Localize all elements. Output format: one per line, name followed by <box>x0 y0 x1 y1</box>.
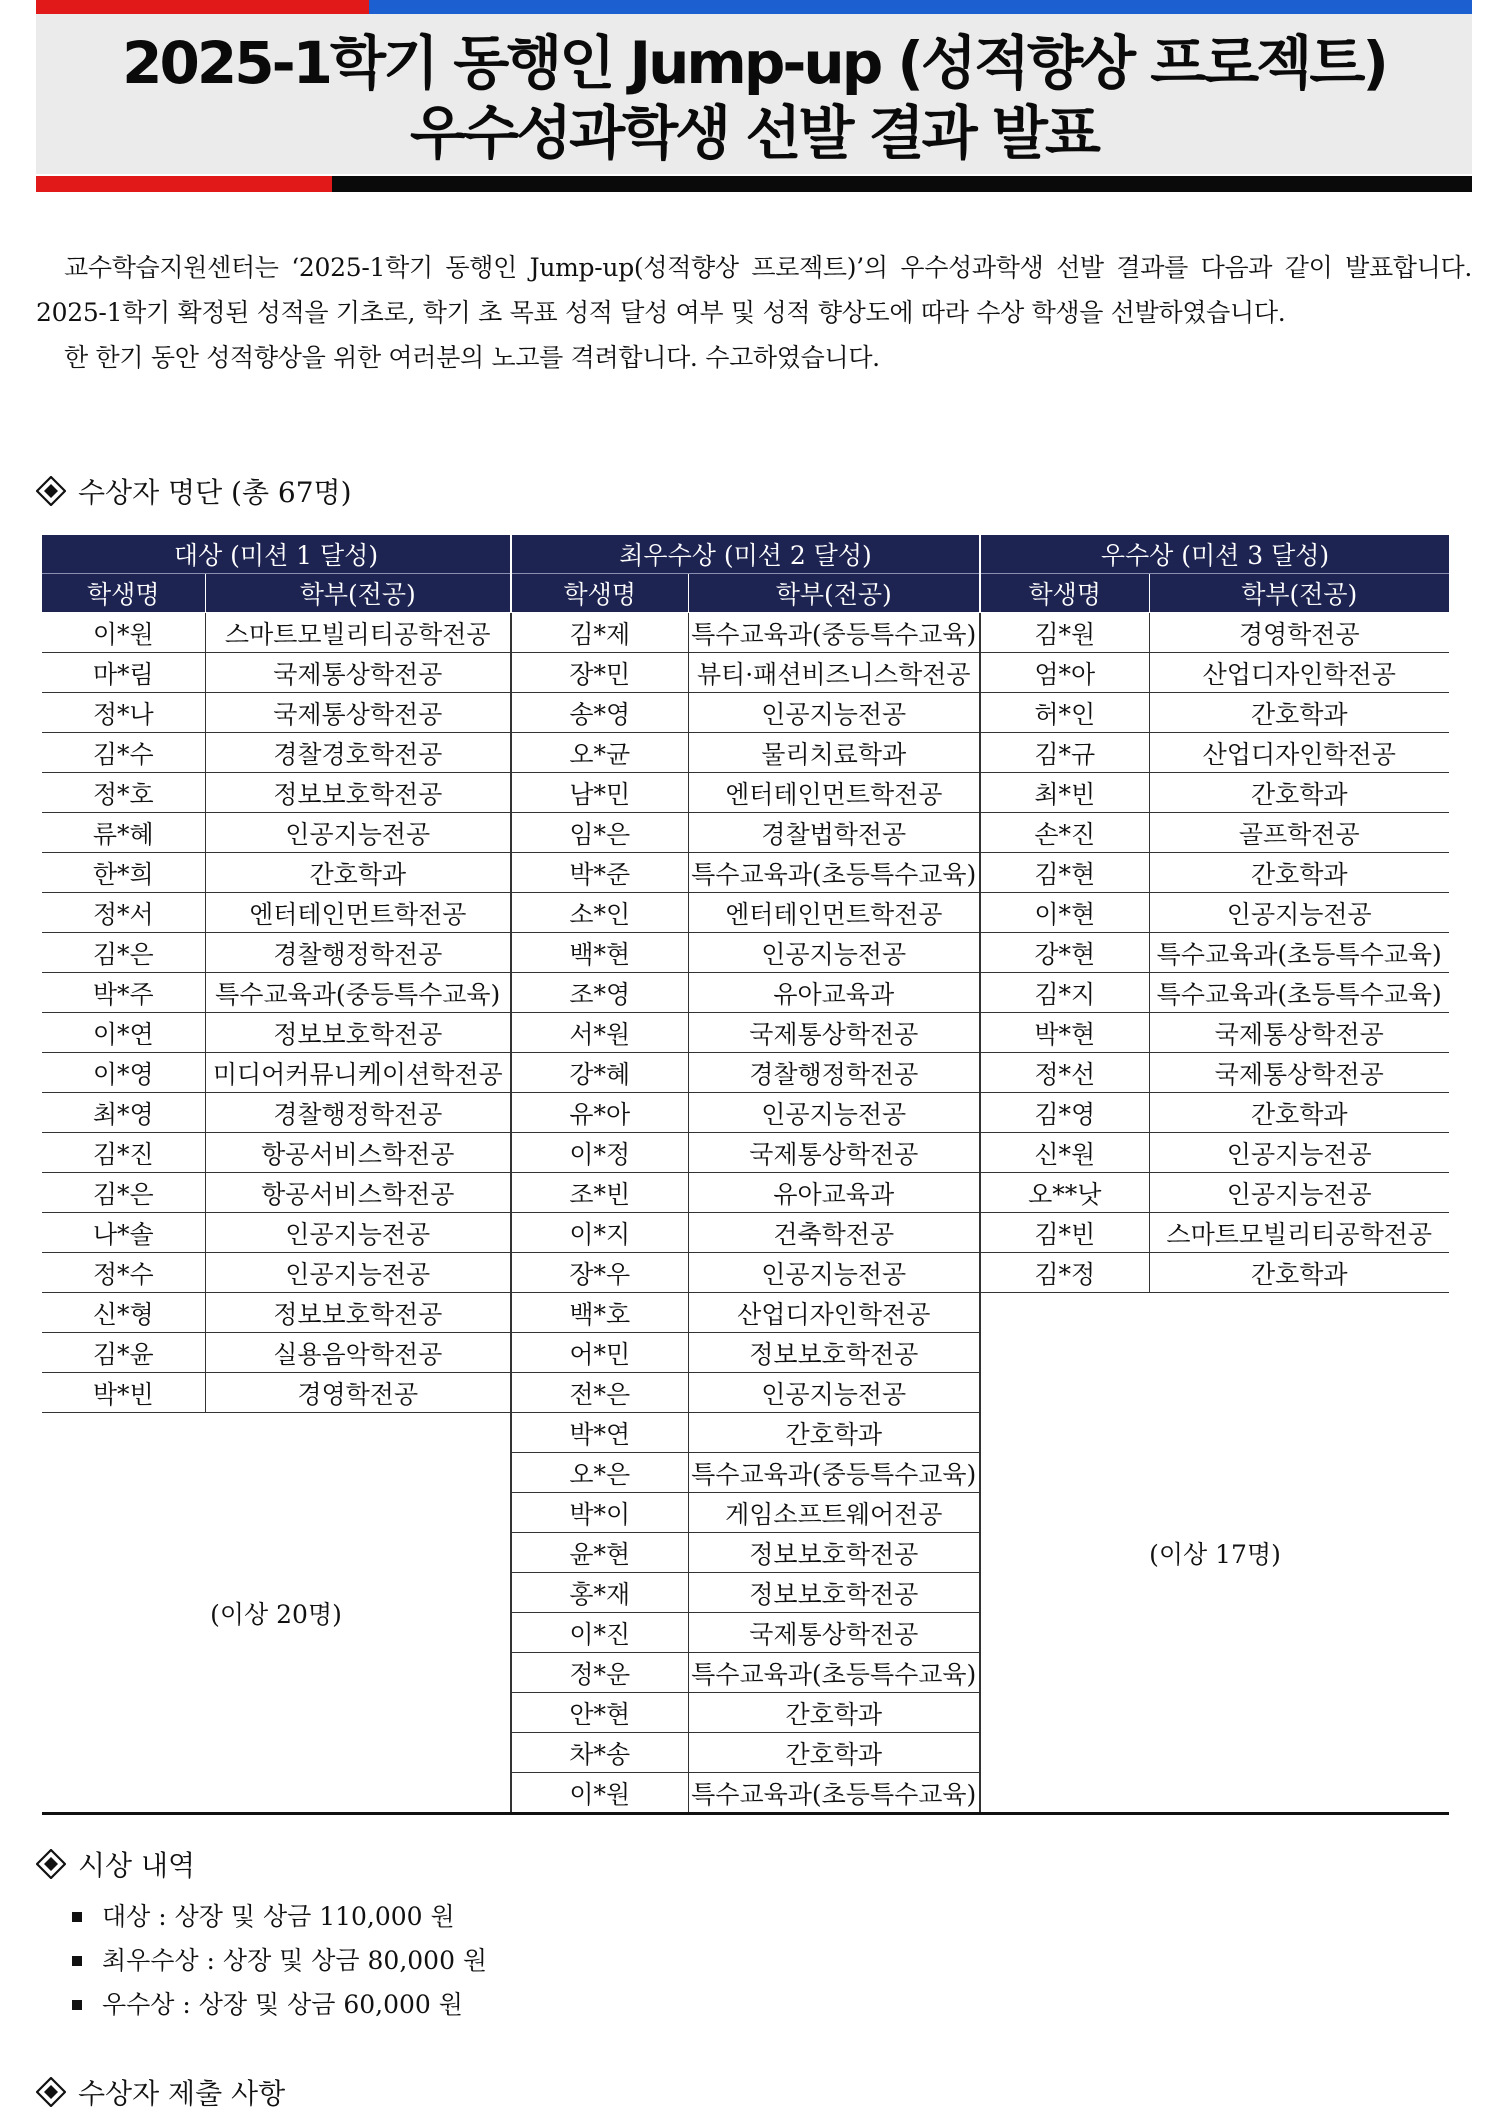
excellence-student-major: 물리치료학과 <box>688 733 980 773</box>
grand-student-name: 최*영 <box>42 1093 205 1133</box>
excellence-student-major: 간호학과 <box>688 1693 980 1733</box>
excellence-student-major: 산업디자인학전공 <box>688 1293 980 1333</box>
table-row <box>42 893 1449 933</box>
table-row <box>42 773 1449 813</box>
merit-student-name: 오**낫 <box>980 1173 1149 1213</box>
excellence-student-name: 소*인 <box>511 893 688 933</box>
excellence-student-major: 경찰행정학전공 <box>688 1053 980 1093</box>
table-row <box>42 733 1449 773</box>
merit-student-name: 신*원 <box>980 1133 1149 1173</box>
grand-student-major: 국제통상학전공 <box>205 693 511 733</box>
group-header-grand: 대상 (미션 1 달성) <box>42 535 511 574</box>
excellence-student-major: 인공지능전공 <box>688 933 980 973</box>
grand-student-name: 김*윤 <box>42 1333 205 1373</box>
excellence-student-major: 정보보호학전공 <box>688 1333 980 1373</box>
col-header-name: 학생명 <box>511 574 688 613</box>
excellence-student-name: 남*민 <box>511 773 688 813</box>
section-heading-winners <box>36 475 352 511</box>
excellence-student-major: 인공지능전공 <box>688 1373 980 1413</box>
merit-student-major: 산업디자인학전공 <box>1149 733 1449 773</box>
col-header-major: 학부(전공) <box>688 574 980 613</box>
merit-student-name: 허*인 <box>980 693 1149 733</box>
merit-student-major: 인공지능전공 <box>1149 893 1449 933</box>
grand-student-major: 특수교육과(중등특수교육) <box>205 973 511 1013</box>
table-row <box>42 693 1449 733</box>
excellence-student-major: 유아교육과 <box>688 1173 980 1213</box>
excellence-student-major: 뷰티·패션비즈니스학전공 <box>688 653 980 693</box>
section-heading-text: 시상 내역 <box>78 1849 196 1882</box>
merit-student-major: 경영학전공 <box>1149 613 1449 653</box>
merit-student-major: 국제통상학전공 <box>1149 1053 1449 1093</box>
excellence-student-name: 박*이 <box>511 1493 688 1533</box>
grand-student-name: 김*진 <box>42 1133 205 1173</box>
merit-student-major: 산업디자인학전공 <box>1149 653 1449 693</box>
grand-student-major: 실용음악학전공 <box>205 1333 511 1373</box>
table-row <box>42 813 1449 853</box>
grand-student-major: 경찰경호학전공 <box>205 733 511 773</box>
grand-student-major: 정보보호학전공 <box>205 1013 511 1053</box>
table-row <box>42 1293 1449 1333</box>
page-title-line2: 우수성과학생 선발 결과 발표 <box>410 99 1098 167</box>
group-header-merit: 우수상 (미션 3 달성) <box>980 535 1449 574</box>
prize-item-grand: 대상 : 상장 및 상금 110,000 원 <box>72 1895 487 1939</box>
intro-paragraph-1: 교수학습지원센터는 ‘2025-1학기 동행인 Jump-up(성적향상 프로젝트)’의 우수성과학생 선발 결과를 다음과 같이 발표합니다. 2025-1학기 확정된 성적을 기초로, 학기 초 목표 성적 달성 여부 및 성적 향상도에 따라 수상 학생을 선발하였습니다. <box>36 253 1472 327</box>
excellence-student-name: 조*빈 <box>511 1173 688 1213</box>
grand-student-name: 김*수 <box>42 733 205 773</box>
excellence-student-name: 조*영 <box>511 973 688 1013</box>
grand-student-name: 박*주 <box>42 973 205 1013</box>
grand-student-name: 박*빈 <box>42 1373 205 1413</box>
grand-student-major: 인공지능전공 <box>205 813 511 853</box>
excellence-student-name: 이*진 <box>511 1613 688 1653</box>
merit-student-name: 강*현 <box>980 933 1149 973</box>
grand-student-major: 경영학전공 <box>205 1373 511 1413</box>
banner-bottom-stripe <box>36 176 1472 192</box>
table-row <box>42 1053 1449 1093</box>
grand-student-major: 정보보호학전공 <box>205 773 511 813</box>
excellence-student-major: 인공지능전공 <box>688 1093 980 1133</box>
grand-student-major: 항공서비스학전공 <box>205 1133 511 1173</box>
excellence-student-name: 강*혜 <box>511 1053 688 1093</box>
section-heading-submission <box>36 2076 285 2112</box>
table-row <box>42 1133 1449 1173</box>
excellence-student-major: 간호학과 <box>688 1413 980 1453</box>
excellence-student-major: 특수교육과(초등특수교육) <box>688 1773 980 1814</box>
diamond-bullet-icon <box>36 476 66 506</box>
table-group-header <box>42 535 1449 574</box>
merit-student-name: 김*빈 <box>980 1213 1149 1253</box>
excellence-student-name: 정*운 <box>511 1653 688 1693</box>
merit-student-name: 손*진 <box>980 813 1149 853</box>
table-row <box>42 973 1449 1013</box>
title-banner <box>36 0 1472 192</box>
intro-text <box>36 245 1472 380</box>
merit-student-major: 국제통상학전공 <box>1149 1013 1449 1053</box>
group-header-excellence: 최우수상 (미션 2 달성) <box>511 535 980 574</box>
grand-student-major: 인공지능전공 <box>205 1213 511 1253</box>
grand-student-major: 간호학과 <box>205 853 511 893</box>
merit-student-name: 박*현 <box>980 1013 1149 1053</box>
merit-student-major: 인공지능전공 <box>1149 1173 1449 1213</box>
grand-student-major: 인공지능전공 <box>205 1253 511 1293</box>
merit-student-major: 간호학과 <box>1149 693 1449 733</box>
col-header-name: 학생명 <box>42 574 205 613</box>
merit-student-name: 김*현 <box>980 853 1149 893</box>
table-row <box>42 1253 1449 1293</box>
grand-student-name: 이*연 <box>42 1013 205 1053</box>
merit-student-major: 특수교육과(초등특수교육) <box>1149 973 1449 1013</box>
merit-student-major: 특수교육과(초등특수교육) <box>1149 933 1449 973</box>
grand-student-major: 스마트모빌리티공학전공 <box>205 613 511 653</box>
grand-student-major: 엔터테인먼트학전공 <box>205 893 511 933</box>
excellence-student-name: 윤*현 <box>511 1533 688 1573</box>
grand-student-name: 류*혜 <box>42 813 205 853</box>
merit-student-major: 스마트모빌리티공학전공 <box>1149 1213 1449 1253</box>
page-title <box>36 28 1472 168</box>
excellence-student-major: 정보보호학전공 <box>688 1533 980 1573</box>
excellence-student-major: 엔터테인먼트학전공 <box>688 893 980 933</box>
merit-student-name: 엄*아 <box>980 653 1149 693</box>
excellence-student-major: 인공지능전공 <box>688 1253 980 1293</box>
excellence-student-major: 간호학과 <box>688 1733 980 1773</box>
col-header-name: 학생명 <box>980 574 1149 613</box>
col-header-major: 학부(전공) <box>1149 574 1449 613</box>
excellence-student-major: 게임소프트웨어전공 <box>688 1493 980 1533</box>
section-heading-prizes <box>36 1848 195 1884</box>
excellence-student-major: 특수교육과(초등특수교육) <box>688 853 980 893</box>
intro-paragraph-2: 한 한기 동안 성적향상을 위한 여러분의 노고를 격려합니다. 수고하였습니다. <box>64 343 880 372</box>
merit-student-name: 김*규 <box>980 733 1149 773</box>
prize-item-merit: 우수상 : 상장 및 상금 60,000 원 <box>72 1983 487 2027</box>
section-heading-text: 수상자 명단 (총 67명) <box>78 476 352 509</box>
banner-top-stripe <box>36 0 1472 14</box>
excellence-student-major: 특수교육과(중등특수교육) <box>688 1453 980 1493</box>
excellence-student-major: 인공지능전공 <box>688 693 980 733</box>
grand-student-name: 정*서 <box>42 893 205 933</box>
excellence-student-name: 이*원 <box>511 1773 688 1814</box>
excellence-student-major: 특수교육과(중등특수교육) <box>688 613 980 653</box>
excellence-student-name: 오*균 <box>511 733 688 773</box>
table-row <box>42 613 1449 653</box>
merit-student-name: 정*선 <box>980 1053 1149 1093</box>
page-title-line1: 2025-1학기 동행인 Jump-up (성적향상 프로젝트) <box>122 29 1386 97</box>
excellence-student-major: 건축학전공 <box>688 1213 980 1253</box>
excellence-student-name: 박*연 <box>511 1413 688 1453</box>
section-heading-text: 수상자 제출 사항 <box>78 2077 286 2110</box>
grand-student-name: 정*호 <box>42 773 205 813</box>
grand-student-name: 이*영 <box>42 1053 205 1093</box>
winners-table <box>42 535 1449 1815</box>
excellence-student-name: 어*민 <box>511 1333 688 1373</box>
grand-student-name: 신*형 <box>42 1293 205 1333</box>
grand-student-name: 김*은 <box>42 933 205 973</box>
col-header-major: 학부(전공) <box>205 574 511 613</box>
excellence-student-major: 정보보호학전공 <box>688 1573 980 1613</box>
merit-student-major: 간호학과 <box>1149 1253 1449 1293</box>
table-row <box>42 1093 1449 1133</box>
excellence-student-name: 서*원 <box>511 1013 688 1053</box>
table-column-header <box>42 574 1449 613</box>
table-row <box>42 1213 1449 1253</box>
grand-student-major: 경찰행정학전공 <box>205 933 511 973</box>
merit-student-name: 김*원 <box>980 613 1149 653</box>
excellence-student-name: 백*호 <box>511 1293 688 1333</box>
excellence-student-name: 박*준 <box>511 853 688 893</box>
grand-student-name: 정*나 <box>42 693 205 733</box>
merit-student-major: 간호학과 <box>1149 853 1449 893</box>
excellence-student-major: 엔터테인먼트학전공 <box>688 773 980 813</box>
excellence-student-major: 경찰법학전공 <box>688 813 980 853</box>
excellence-student-name: 유*아 <box>511 1093 688 1133</box>
table-row <box>42 653 1449 693</box>
excellence-student-name: 오*은 <box>511 1453 688 1493</box>
grand-student-name: 김*은 <box>42 1173 205 1213</box>
merit-student-name: 김*지 <box>980 973 1149 1013</box>
excellence-student-name: 김*제 <box>511 613 688 653</box>
excellence-student-name: 임*은 <box>511 813 688 853</box>
merit-student-name: 최*빈 <box>980 773 1149 813</box>
grand-student-major: 정보보호학전공 <box>205 1293 511 1333</box>
prize-item-excellence: 최우수상 : 상장 및 상금 80,000 원 <box>72 1939 487 1983</box>
excellence-student-name: 백*현 <box>511 933 688 973</box>
excellence-student-name: 이*정 <box>511 1133 688 1173</box>
grand-student-major: 국제통상학전공 <box>205 653 511 693</box>
excellence-student-major: 국제통상학전공 <box>688 1613 980 1653</box>
merit-student-major: 간호학과 <box>1149 773 1449 813</box>
excellence-student-major: 국제통상학전공 <box>688 1133 980 1173</box>
merit-student-major: 인공지능전공 <box>1149 1133 1449 1173</box>
diamond-bullet-icon <box>36 1849 66 1879</box>
table-row <box>42 853 1449 893</box>
grand-student-major: 항공서비스학전공 <box>205 1173 511 1213</box>
grand-student-name: 정*수 <box>42 1253 205 1293</box>
excellence-student-name: 안*현 <box>511 1693 688 1733</box>
merit-student-major: 골프학전공 <box>1149 813 1449 853</box>
excellence-student-major: 국제통상학전공 <box>688 1013 980 1053</box>
excellence-student-name: 장*우 <box>511 1253 688 1293</box>
excellence-student-name: 전*은 <box>511 1373 688 1413</box>
grand-total-count: (이상 20명) <box>42 1413 511 1814</box>
prize-list <box>72 1895 487 2027</box>
grand-student-name: 한*희 <box>42 853 205 893</box>
merit-student-name: 이*현 <box>980 893 1149 933</box>
grand-student-name: 나*솔 <box>42 1213 205 1253</box>
merit-student-name: 김*정 <box>980 1253 1149 1293</box>
merit-student-major: 간호학과 <box>1149 1093 1449 1133</box>
merit-total-count: (이상 17명) <box>980 1293 1449 1814</box>
table-row <box>42 933 1449 973</box>
grand-student-name: 이*원 <box>42 613 205 653</box>
table-row <box>42 1173 1449 1213</box>
merit-student-name: 김*영 <box>980 1093 1149 1133</box>
grand-student-name: 마*림 <box>42 653 205 693</box>
excellence-student-major: 유아교육과 <box>688 973 980 1013</box>
excellence-student-name: 이*지 <box>511 1213 688 1253</box>
diamond-bullet-icon <box>36 2077 66 2107</box>
excellence-student-name: 차*송 <box>511 1733 688 1773</box>
table-row <box>42 1013 1449 1053</box>
excellence-student-name: 장*민 <box>511 653 688 693</box>
excellence-student-name: 홍*재 <box>511 1573 688 1613</box>
excellence-student-name: 송*영 <box>511 693 688 733</box>
grand-student-major: 경찰행정학전공 <box>205 1093 511 1133</box>
grand-student-major: 미디어커뮤니케이션학전공 <box>205 1053 511 1093</box>
excellence-student-major: 특수교육과(초등특수교육) <box>688 1653 980 1693</box>
